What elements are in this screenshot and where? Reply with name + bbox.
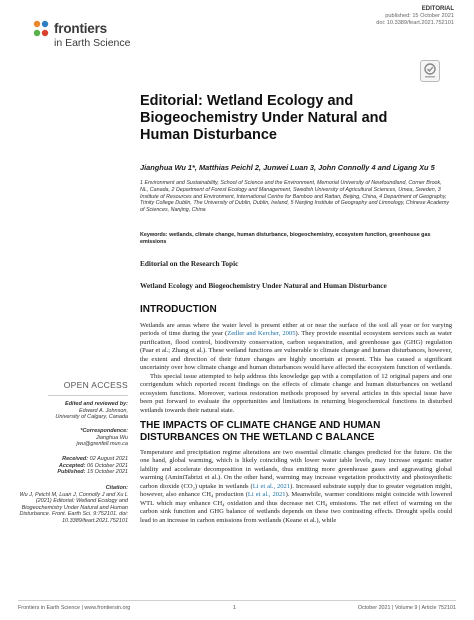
journal-logo[interactable] bbox=[30, 16, 170, 50]
affiliations: 1 Environment and Sustainability, School of Science and the Environment, Memorial University of Newfoundland, Corner Brook, NL, Canada, 2 Department of Forest Ecology and Management, Swedish University of Agricultural Sciences, Umea, Sweden, 3 Institute of Resources and Environment, International Centre for Bamboo and Rattan, Beijing, China, 4 Department of Geography, Trinity College Dublin, The University of Dublin, Dublin, Ireland, 5 Nanjing Institute of Geography and Limnology, Chinese Academy of Sciences, Nanjing, China bbox=[140, 180, 450, 214]
impacts-text: ). Meanwhile, warmer conditions might coincide with lowered WTL which may enhance CH₄ oxidation and thus decrease net CH₄ emissions. The net effect of warming on the carbon sink function and GHG balance of wetlands depends on these two contrasting effects. Drought spells could lead to an increase in carbon emissions from wetlands (Keane et al.), while bbox=[140, 491, 452, 524]
citation-label: Citation: bbox=[105, 485, 128, 491]
footer-issue: October 2021 | Volume 9 | Article 752101 bbox=[357, 605, 456, 611]
introduction-heading: INTRODUCTION bbox=[140, 304, 217, 315]
research-topic-title-text: Wetland Ecology and Biogeochemistry Under Natural and Human Disturbance bbox=[140, 281, 387, 290]
doi[interactable]: doi: 10.3389/feart.2021.752101 bbox=[376, 20, 454, 26]
impacts-text: Temperature and precipitation regime alterations are two essential climatic changes predicted for the future. On the one hand, global warming, which is likely coinciding with lower water table levels, may increase organic matter lability and accelerate decomposition in wetlands, thus emitting more greenhouse gases and aggravating global warming (AminiTabrizi et al.). On the other hand, warming may increase vegetation productivity and photosynthetic carbon dioxide (CO₂) uptake in wetlands ( bbox=[140, 449, 452, 490]
research-topic-title[interactable] bbox=[140, 281, 387, 290]
sidebar-divider bbox=[48, 395, 128, 396]
page-number: 1 bbox=[233, 605, 236, 611]
correspondence-label: *Correspondence: bbox=[80, 428, 128, 434]
frontiers-logo-icon bbox=[30, 18, 52, 40]
open-access-label: OPEN ACCESS bbox=[63, 380, 128, 390]
editor-affiliation: University of Calgary, Canada bbox=[55, 414, 128, 421]
citation-text: Wu J, Peichl M, Luan J, Connolly J and Xu L (2021) Editorial: Wetland Ecology and Biogeochemistry Under Natural and Human Disturbance. Front. Earth Sci. 9:752101. doi: 10.3389/feart.2021.752101 bbox=[19, 491, 128, 524]
article-type: EDITORIAL bbox=[421, 6, 454, 12]
introduction-body bbox=[140, 322, 452, 415]
intro-paragraph-2: This special issue attempted to help address this knowledge gap with a compilation of 12 original papers and one corrigendum which reported recent findings on the effects of climate change and human disturbances on wetland ecosystem functions. Moreover, various restoration methods proposed by several articles in this special issue have been put forward to evaluate the opportunities and limitations in returning biogeochemical functions in disturbed wetlands towards their natural state. bbox=[140, 372, 452, 414]
editor-name: Edward A. Johnson, bbox=[78, 407, 128, 414]
impacts-text: ). Increased substrate supply due to greater vegetation might, however, also enhance CH₄ production ( bbox=[140, 482, 452, 499]
journal-name: in Earth Science bbox=[54, 37, 131, 49]
received-date: 02 August 2021 bbox=[89, 456, 128, 462]
correspondence-name: Jianghua Wu bbox=[95, 434, 128, 441]
dates-info bbox=[12, 456, 128, 476]
publication-info bbox=[376, 6, 454, 27]
intro-text: Wetlands are areas where the water level is present either at or near the surface of the soil all year or for varying periods of time during the year ( bbox=[140, 322, 452, 338]
keywords-label: Keywords: bbox=[140, 232, 168, 238]
impacts-body bbox=[140, 449, 452, 525]
impacts-heading: THE IMPACTS OF CLIMATE CHANGE AND HUMAN DISTURBANCES ON THE WETLAND C BALANCE bbox=[140, 420, 381, 443]
citation-link[interactable]: Li et al., 2021 bbox=[247, 491, 286, 499]
author-list: Jianghua Wu 1*, Matthias Peichl 2, Junwei Luan 3, John Connolly 4 and Ligang Xu 5 bbox=[140, 163, 435, 172]
published-label: Published: bbox=[57, 469, 86, 476]
research-topic-label: Editorial on the Research Topic bbox=[140, 259, 239, 268]
published-date-sidebar: 15 October 2021 bbox=[87, 469, 128, 476]
keywords bbox=[140, 232, 448, 246]
intro-text: ). They provide essential ecosystem services such as water purification, flood control, biodiversity conservation, carbon sequestration, and greenhouse gas (GHG) regulation (Paar et al.; Zhang et al.). These wetland functions are vulnerable to climate change and human disturbances, however, the extent and direction of their future changes are highly uncertain at present. This has caused a significant uncertainty over how climate change and human disturbances would have affected the ecosystem function of wetlands. bbox=[140, 330, 452, 372]
intro-paragraph-1 bbox=[140, 322, 452, 373]
citation-info bbox=[12, 485, 128, 525]
keywords-list: wetlands, climate change, human disturbance, biogeochemistry, ecosystem function, greenhouse gas emissions bbox=[140, 232, 431, 245]
impacts-paragraph-1 bbox=[140, 449, 452, 525]
accepted-date: 06 October 2021 bbox=[87, 462, 128, 469]
footer-journal-site[interactable]: Frontiers in Earth Science | www.frontiersin.org bbox=[18, 605, 131, 611]
accepted-label: Accepted: bbox=[58, 462, 86, 469]
edited-by-label: Edited and reviewed by: bbox=[65, 401, 128, 407]
brand-name: frontiers bbox=[54, 21, 107, 36]
received-label: Received: bbox=[62, 456, 89, 462]
editor-info bbox=[12, 401, 128, 421]
footer-divider bbox=[18, 600, 456, 601]
correspondence-email[interactable]: jwu@grenfell.mun.ca bbox=[76, 441, 128, 448]
check-for-updates-badge[interactable] bbox=[420, 60, 440, 82]
correspondence-info bbox=[12, 428, 128, 448]
article-title: Editorial: Wetland Ecology and Biogeochemistry Under Natural and Human Disturbance bbox=[140, 93, 388, 143]
citation-link[interactable]: Zedler and Kercher, 2005 bbox=[227, 330, 296, 338]
citation-link[interactable]: Li et al., 2021 bbox=[252, 482, 291, 490]
published-date: published: 15 October 2021 bbox=[385, 13, 454, 19]
check-for-updates-icon bbox=[422, 62, 438, 80]
